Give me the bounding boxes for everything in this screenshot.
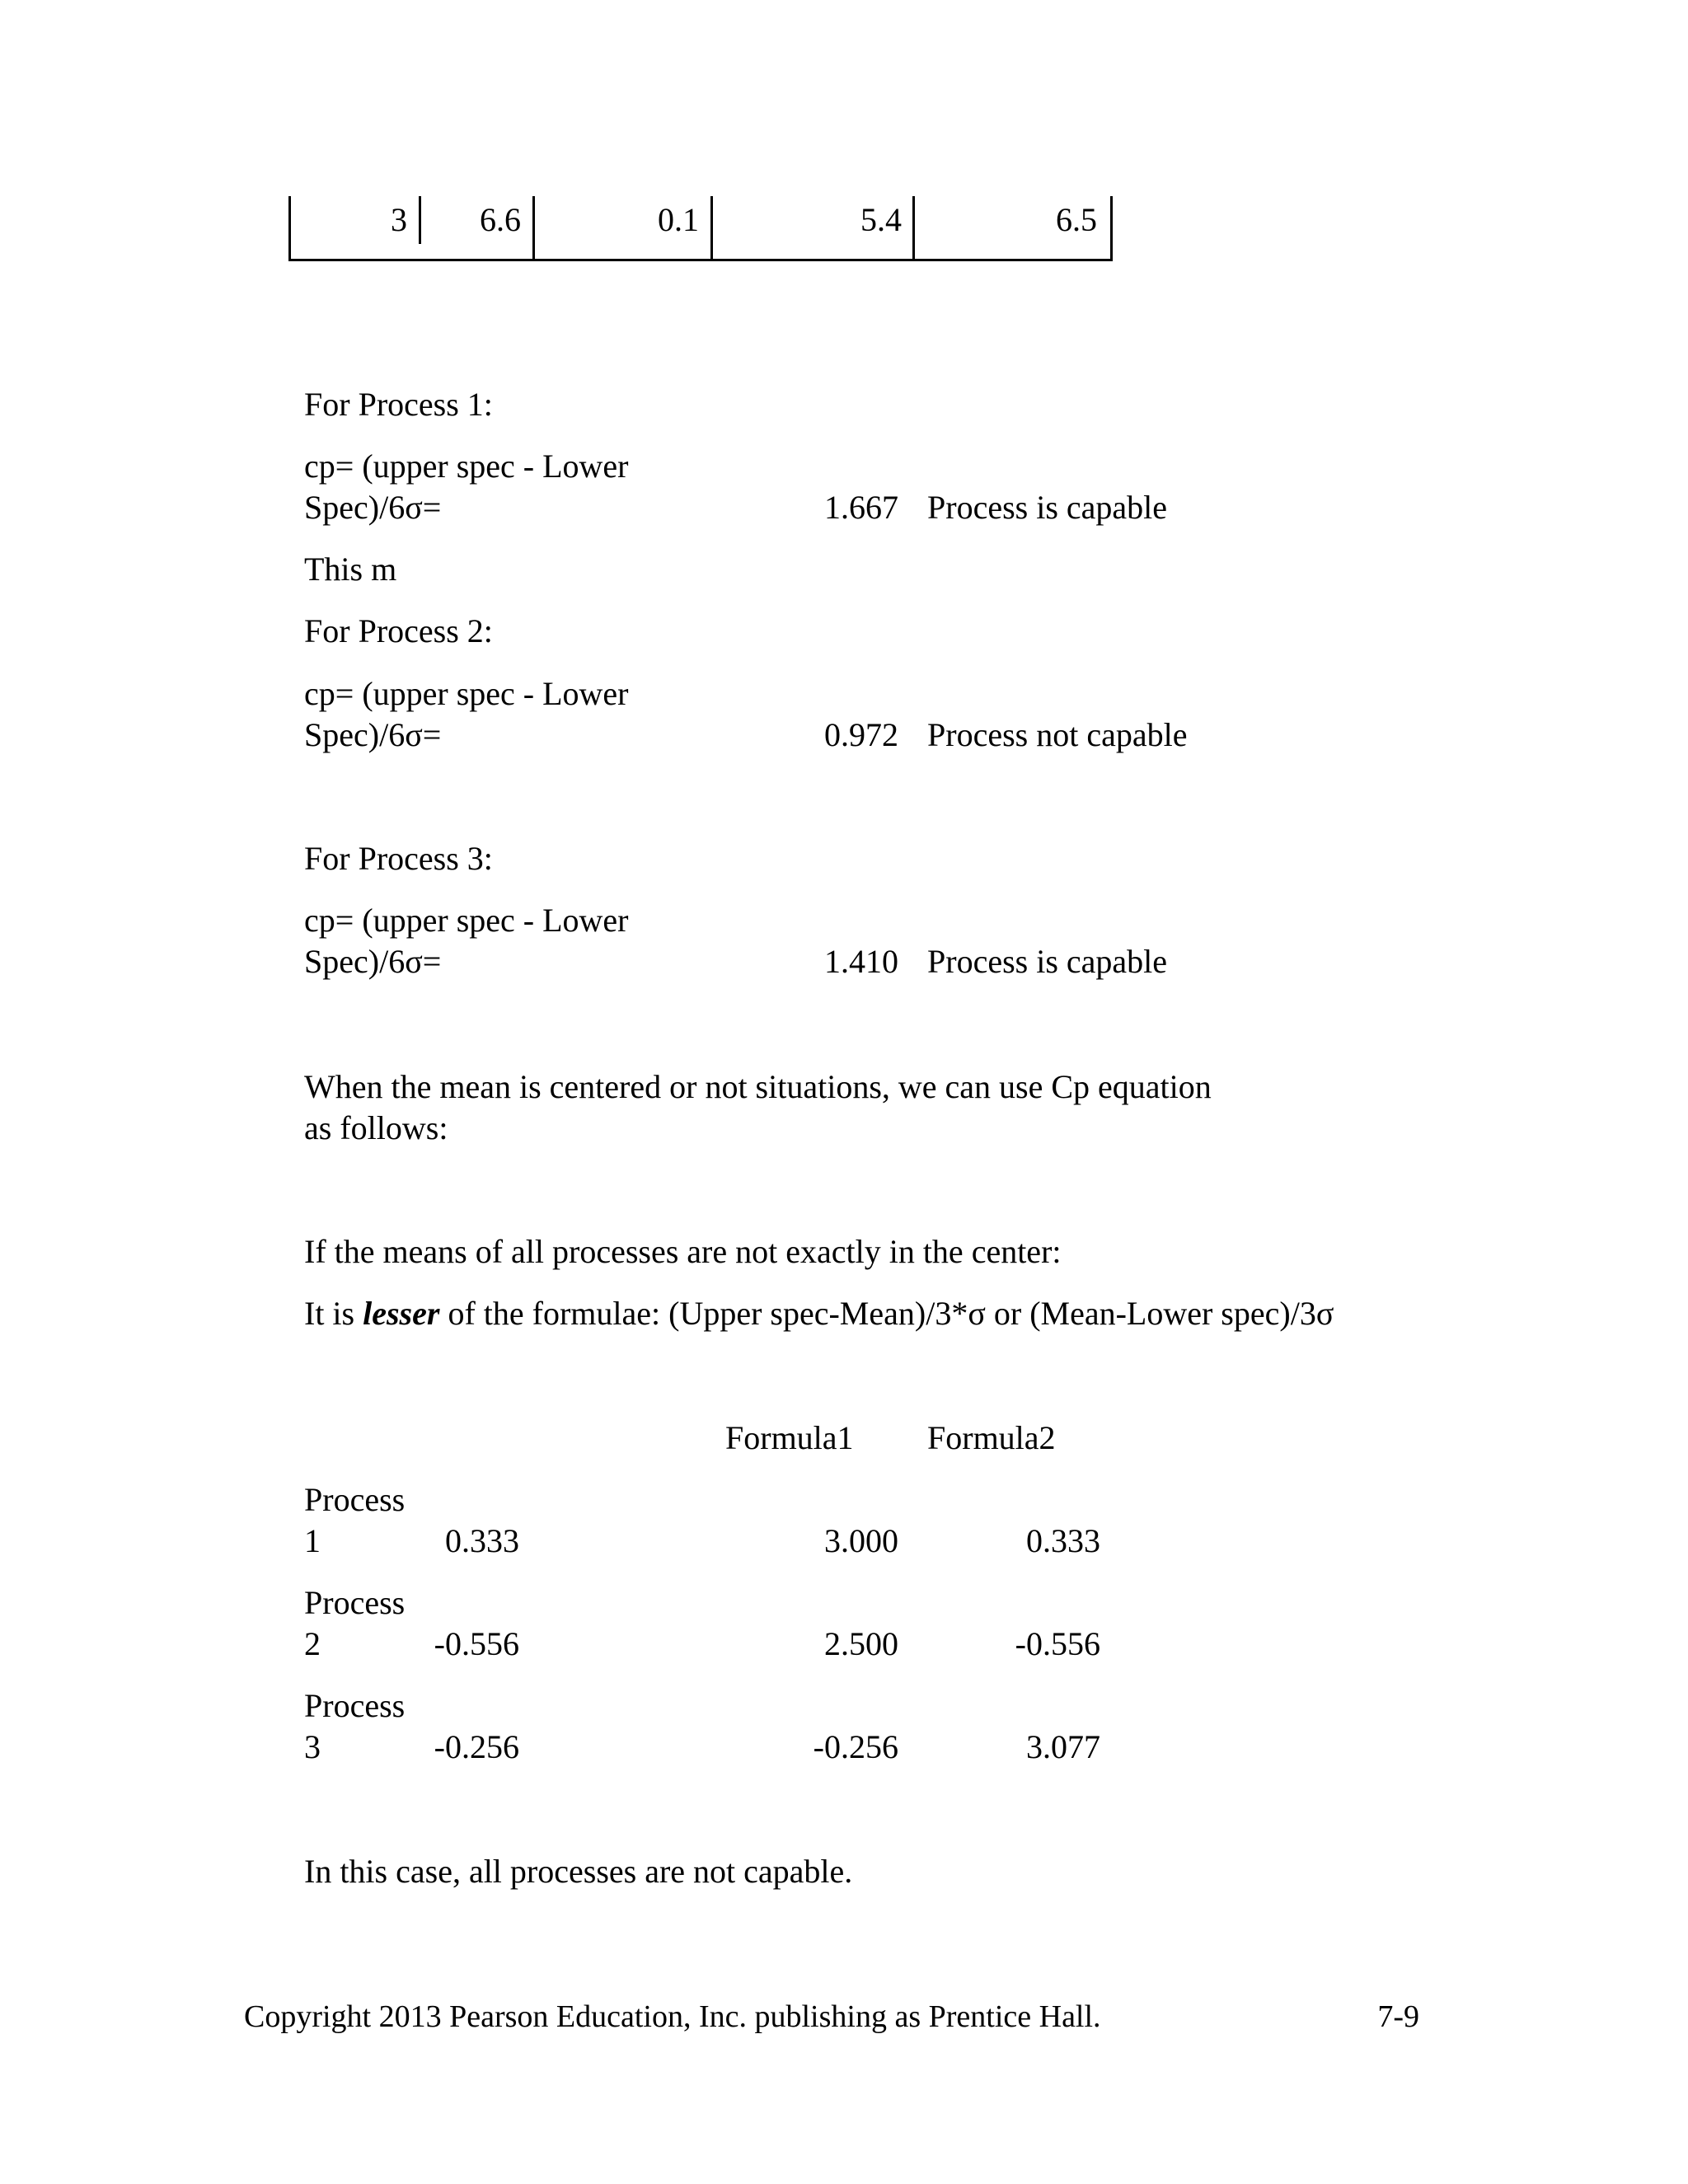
process-row-formula1: 2.500 <box>824 1625 898 1662</box>
process-3-cp-value: 1.410 <box>824 943 898 980</box>
process-row-label: Process <box>304 1584 406 1621</box>
process-2-formula-line2: Spec)/6σ= <box>304 716 442 753</box>
process-row-min: -0.256 <box>434 1728 519 1765</box>
lesser-emphasis: lesser <box>363 1295 440 1332</box>
process-2-formula-line1: cp= (upper spec - Lower <box>304 675 629 712</box>
lesser-sentence-end: of the formulae: (Upper spec-Mean)/3*σ or (Mean-Lower spec)/3σ <box>439 1295 1334 1332</box>
process-1-cp-value: 1.667 <box>824 489 898 526</box>
process-3-verdict: Process is capable <box>927 943 1168 980</box>
table-border-right <box>1110 196 1113 259</box>
centered-note-line2: as follows: <box>304 1109 448 1146</box>
process-2-verdict: Process not capable <box>927 716 1188 753</box>
table-cell: 0.1 <box>658 201 699 238</box>
footer-copyright: Copyright 2013 Pearson Education, Inc. publishing as Prentice Hall. <box>244 1999 1101 2034</box>
process-3-heading: For Process 3: <box>304 840 493 877</box>
process-row-number: 2 <box>304 1625 321 1662</box>
top-table-fragment <box>288 196 1113 261</box>
process-3-formula-line2: Spec)/6σ= <box>304 943 442 980</box>
process-1-formula-line1: cp= (upper spec - Lower <box>304 448 629 485</box>
lesser-sentence-start: It is <box>304 1295 363 1332</box>
process-row-label: Process <box>304 1687 406 1724</box>
process-row-label: Process <box>304 1481 406 1518</box>
process-row-formula1: 3.000 <box>824 1522 898 1559</box>
table-cell: 3 <box>391 201 407 238</box>
formula2-header: Formula2 <box>927 1419 1056 1456</box>
formula1-header: Formula1 <box>725 1419 854 1456</box>
process-row-number: 3 <box>304 1728 321 1765</box>
not-centered-heading: If the means of all processes are not exactly in the center: <box>304 1233 1062 1270</box>
process-row-formula2: 0.333 <box>1026 1522 1100 1559</box>
process-2-heading: For Process 2: <box>304 612 493 649</box>
table-cell: 5.4 <box>860 201 902 238</box>
process-row-formula2: -0.556 <box>1015 1625 1100 1662</box>
table-cell: 6.6 <box>480 201 521 238</box>
process-3-formula-line1: cp= (upper spec - Lower <box>304 902 629 939</box>
process-1-heading: For Process 1: <box>304 386 493 423</box>
process-1-verdict: Process is capable <box>927 489 1168 526</box>
centered-note-line1: When the mean is centered or not situations, we can use Cp equation <box>304 1068 1212 1105</box>
process-row-formula2: 3.077 <box>1026 1728 1100 1765</box>
process-row-formula1: -0.256 <box>813 1728 898 1765</box>
process-2-cp-value: 0.972 <box>824 716 898 753</box>
table-cell: 6.5 <box>1056 201 1097 238</box>
lesser-sentence <box>304 1293 1334 1334</box>
footer-page-number: 7-9 <box>1377 1999 1419 2034</box>
process-row-min: 0.333 <box>445 1522 519 1559</box>
conclusion: In this case, all processes are not capable. <box>304 1853 853 1890</box>
process-1-formula-line2: Spec)/6σ= <box>304 489 442 526</box>
process-row-number: 1 <box>304 1522 321 1559</box>
process-row-min: -0.556 <box>434 1625 519 1662</box>
fragment-note: This m <box>304 551 397 588</box>
